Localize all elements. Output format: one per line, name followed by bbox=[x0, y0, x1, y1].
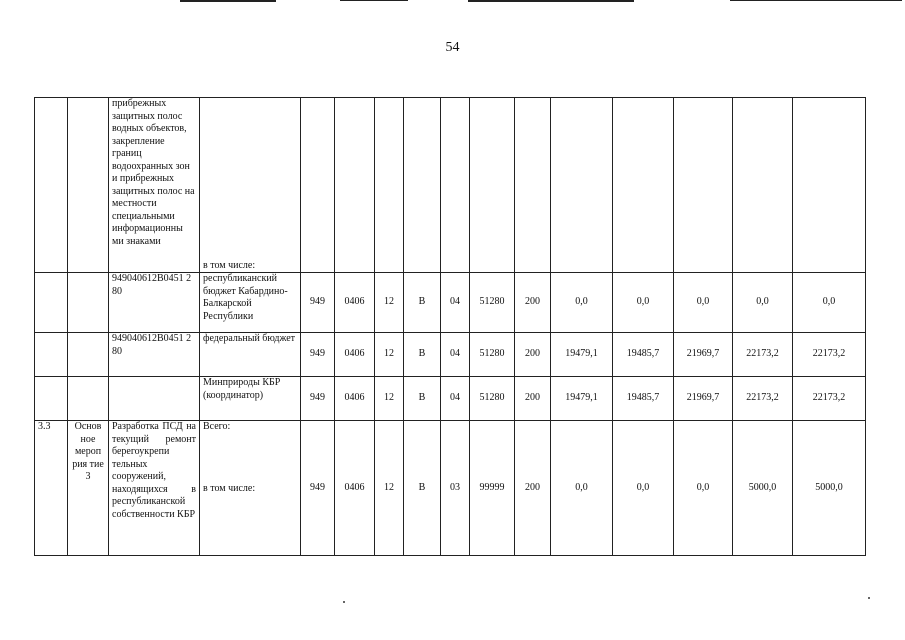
cell-source bbox=[200, 421, 301, 556]
cell-type bbox=[68, 98, 109, 273]
page-number: 54 bbox=[445, 40, 460, 55]
cell-number: 3.3 bbox=[35, 421, 68, 556]
cell-year-4: 5000,0 bbox=[733, 421, 793, 556]
cell-grbs: 949 bbox=[301, 273, 335, 333]
cell-number bbox=[35, 333, 68, 377]
cell-type: Основ ное мероп рия тие 3 bbox=[68, 421, 109, 556]
top-rule-3 bbox=[468, 0, 634, 2]
cell-pgp bbox=[404, 98, 441, 273]
cell-year-2: 19485,7 bbox=[613, 377, 674, 421]
cell-year-2: 0,0 bbox=[613, 421, 674, 556]
cell-description: 949040612В0451 280 bbox=[109, 273, 200, 333]
scan-speck bbox=[343, 601, 345, 603]
cell-number bbox=[35, 377, 68, 421]
cell-ne: 51280 bbox=[470, 377, 515, 421]
table-row bbox=[35, 377, 866, 421]
cell-pgp: В bbox=[404, 377, 441, 421]
cell-year-1: 19479,1 bbox=[551, 377, 613, 421]
cell-gp: 12 bbox=[375, 421, 404, 556]
cell-om: 04 bbox=[441, 333, 470, 377]
table-row bbox=[35, 273, 866, 333]
cell-rzpr: 0406 bbox=[335, 377, 375, 421]
cell-ne: 99999 bbox=[470, 421, 515, 556]
cell-year-2: 19485,7 bbox=[613, 333, 674, 377]
cell-number bbox=[35, 98, 68, 273]
cell-type bbox=[68, 377, 109, 421]
cell-rzpr: 0406 bbox=[335, 273, 375, 333]
cell-om bbox=[441, 98, 470, 273]
cell-ne bbox=[470, 98, 515, 273]
cell-year-5: 22173,2 bbox=[793, 377, 866, 421]
top-rule-2 bbox=[340, 0, 408, 1]
cell-gp: 12 bbox=[375, 377, 404, 421]
cell-year-1: 19479,1 bbox=[551, 333, 613, 377]
cell-source: Минприроды КБР (координатор) bbox=[200, 377, 301, 421]
cell-source bbox=[200, 98, 301, 273]
cell-year-3: 21969,7 bbox=[674, 333, 733, 377]
cell-vr bbox=[515, 98, 551, 273]
cell-vr: 200 bbox=[515, 333, 551, 377]
cell-om: 04 bbox=[441, 273, 470, 333]
cell-grbs: 949 bbox=[301, 421, 335, 556]
cell-pgp: В bbox=[404, 333, 441, 377]
source-label: в том числе: bbox=[203, 483, 256, 494]
cell-type bbox=[68, 333, 109, 377]
top-rule-4 bbox=[730, 0, 902, 1]
source-label: в том числе: bbox=[203, 259, 256, 271]
top-rule-1 bbox=[180, 0, 276, 2]
cell-number bbox=[35, 273, 68, 333]
cell-ne: 51280 bbox=[470, 333, 515, 377]
cell-vr: 200 bbox=[515, 421, 551, 556]
cell-description: 949040612В0451 280 bbox=[109, 333, 200, 377]
cell-year-1 bbox=[551, 98, 613, 273]
source-total-label: Всего: bbox=[203, 421, 231, 432]
cell-year-4: 22173,2 bbox=[733, 377, 793, 421]
cell-gp: 12 bbox=[375, 333, 404, 377]
cell-pgp: В bbox=[404, 421, 441, 556]
scan-speck bbox=[868, 597, 870, 599]
cell-description: прибрежных защитных полос водных объектов, закрепление границ водоохранных зон и прибрежных защитных полос на местности специальными информационны ми знаками bbox=[109, 98, 200, 273]
cell-type bbox=[68, 273, 109, 333]
cell-year-3: 0,0 bbox=[674, 273, 733, 333]
cell-year-1: 0,0 bbox=[551, 421, 613, 556]
cell-year-2: 0,0 bbox=[613, 273, 674, 333]
cell-grbs: 949 bbox=[301, 333, 335, 377]
budget-table bbox=[34, 97, 866, 556]
cell-rzpr: 0406 bbox=[335, 333, 375, 377]
cell-year-5: 22173,2 bbox=[793, 333, 866, 377]
cell-om: 04 bbox=[441, 377, 470, 421]
cell-year-5: 5000,0 bbox=[793, 421, 866, 556]
cell-grbs: 949 bbox=[301, 377, 335, 421]
cell-gp bbox=[375, 98, 404, 273]
cell-vr: 200 bbox=[515, 377, 551, 421]
cell-year-3: 21969,7 bbox=[674, 377, 733, 421]
cell-year-3: 0,0 bbox=[674, 421, 733, 556]
cell-grbs bbox=[301, 98, 335, 273]
cell-description: Разработка ПСД на текущий ремонт берегоукрепи тельных сооружений, находящихся в республиканской собственности КБР bbox=[109, 421, 200, 556]
cell-pgp: В bbox=[404, 273, 441, 333]
cell-description bbox=[109, 377, 200, 421]
cell-source: республиканский бюджет Кабардино-Балкарской Республики bbox=[200, 273, 301, 333]
cell-rzpr bbox=[335, 98, 375, 273]
table-row bbox=[35, 421, 866, 556]
cell-year-4: 22173,2 bbox=[733, 333, 793, 377]
cell-gp: 12 bbox=[375, 273, 404, 333]
cell-rzpr: 0406 bbox=[335, 421, 375, 556]
cell-source: федеральный бюджет bbox=[200, 333, 301, 377]
cell-year-1: 0,0 bbox=[551, 273, 613, 333]
table-row bbox=[35, 333, 866, 377]
cell-ne: 51280 bbox=[470, 273, 515, 333]
table-row bbox=[35, 98, 866, 273]
cell-year-3 bbox=[674, 98, 733, 273]
cell-year-4 bbox=[733, 98, 793, 273]
cell-year-2 bbox=[613, 98, 674, 273]
cell-om: 03 bbox=[441, 421, 470, 556]
cell-year-5: 0,0 bbox=[793, 273, 866, 333]
cell-vr: 200 bbox=[515, 273, 551, 333]
cell-year-4: 0,0 bbox=[733, 273, 793, 333]
cell-year-5 bbox=[793, 98, 866, 273]
